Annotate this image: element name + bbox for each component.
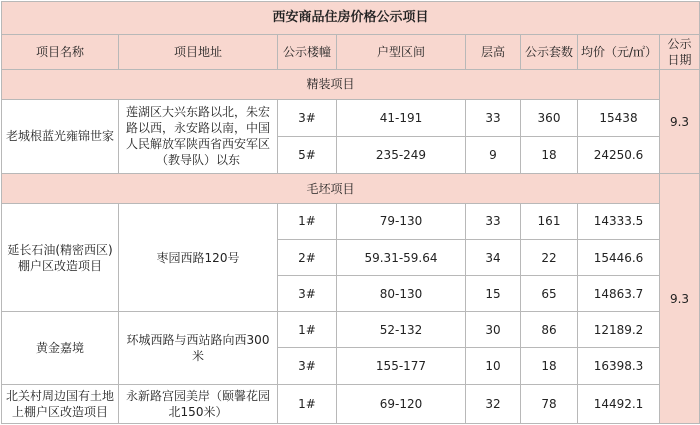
project-address: 永新路宫园美岸（颐馨花园北150米） bbox=[119, 384, 278, 423]
header-row bbox=[2, 34, 700, 69]
header-address: 项目地址 bbox=[119, 34, 278, 69]
unit-range-cell: 79-130 bbox=[337, 203, 466, 239]
section-row-finished bbox=[2, 70, 700, 100]
header-units: 公示套数 bbox=[521, 34, 578, 69]
building-cell: 3# bbox=[278, 99, 337, 136]
building-cell: 5# bbox=[278, 136, 337, 173]
header-date: 公示日期 bbox=[660, 34, 700, 69]
price-cell: 14333.5 bbox=[578, 203, 660, 239]
floors-cell: 32 bbox=[466, 384, 521, 423]
building-cell: 3# bbox=[278, 348, 337, 384]
section-label-rough: 毛坯项目 bbox=[2, 174, 660, 204]
floors-cell: 30 bbox=[466, 312, 521, 348]
unit-range-cell: 155-177 bbox=[337, 348, 466, 384]
floors-cell: 34 bbox=[466, 240, 521, 276]
price-cell: 24250.6 bbox=[578, 136, 660, 173]
project-name: 延长石油(精密西区)棚户区改造项目 bbox=[2, 203, 119, 311]
table-row bbox=[2, 203, 700, 239]
price-cell: 15438 bbox=[578, 99, 660, 136]
project-name: 北关村周边国有土地上棚户区改造项目 bbox=[2, 384, 119, 423]
units-cell: 161 bbox=[521, 203, 578, 239]
units-cell: 360 bbox=[521, 99, 578, 136]
header-avg-price: 均价（元/㎡） bbox=[578, 34, 660, 69]
price-cell: 16398.3 bbox=[578, 348, 660, 384]
units-cell: 86 bbox=[521, 312, 578, 348]
price-cell: 14863.7 bbox=[578, 276, 660, 312]
unit-range-cell: 41-191 bbox=[337, 99, 466, 136]
price-cell: 14492.1 bbox=[578, 384, 660, 423]
table-row bbox=[2, 384, 700, 423]
table-row bbox=[2, 99, 700, 136]
project-address: 环城西路与西站路向西300米 bbox=[119, 312, 278, 384]
project-name: 老城根蓝光雍锦世家 bbox=[2, 99, 119, 173]
header-floors: 层高 bbox=[466, 34, 521, 69]
unit-range-cell: 235-249 bbox=[337, 136, 466, 173]
price-table bbox=[1, 1, 700, 424]
project-address: 莲湖区大兴东路以北，朱宏路以西，永安路以南，中国人民解放军陕西省西安军区（教导队）以东 bbox=[119, 99, 278, 173]
header-building: 公示楼幢 bbox=[278, 34, 337, 69]
unit-range-cell: 69-120 bbox=[337, 384, 466, 423]
building-cell: 1# bbox=[278, 384, 337, 423]
unit-range-cell: 80-130 bbox=[337, 276, 466, 312]
units-cell: 65 bbox=[521, 276, 578, 312]
unit-range-cell: 59.31-59.64 bbox=[337, 240, 466, 276]
units-cell: 22 bbox=[521, 240, 578, 276]
header-unit-range: 户型区间 bbox=[337, 34, 466, 69]
price-cell: 15446.6 bbox=[578, 240, 660, 276]
floors-cell: 10 bbox=[466, 348, 521, 384]
header-name: 项目名称 bbox=[2, 34, 119, 69]
section-row-rough bbox=[2, 174, 700, 204]
floors-cell: 15 bbox=[466, 276, 521, 312]
date-cell-rough: 9.3 bbox=[660, 174, 700, 424]
project-address: 枣园西路120号 bbox=[119, 203, 278, 311]
unit-range-cell: 52-132 bbox=[337, 312, 466, 348]
floors-cell: 33 bbox=[466, 99, 521, 136]
building-cell: 1# bbox=[278, 203, 337, 239]
units-cell: 18 bbox=[521, 136, 578, 173]
units-cell: 78 bbox=[521, 384, 578, 423]
floors-cell: 9 bbox=[466, 136, 521, 173]
building-cell: 1# bbox=[278, 312, 337, 348]
title-row bbox=[2, 2, 700, 35]
price-cell: 12189.2 bbox=[578, 312, 660, 348]
table-row bbox=[2, 312, 700, 348]
units-cell: 18 bbox=[521, 348, 578, 384]
building-cell: 3# bbox=[278, 276, 337, 312]
section-label-finished: 精装项目 bbox=[2, 70, 660, 100]
date-cell-finished: 9.3 bbox=[660, 70, 700, 174]
project-name: 黄金嘉境 bbox=[2, 312, 119, 384]
table-title: 西安商品住房价格公示项目 bbox=[2, 2, 700, 35]
building-cell: 2# bbox=[278, 240, 337, 276]
floors-cell: 33 bbox=[466, 203, 521, 239]
